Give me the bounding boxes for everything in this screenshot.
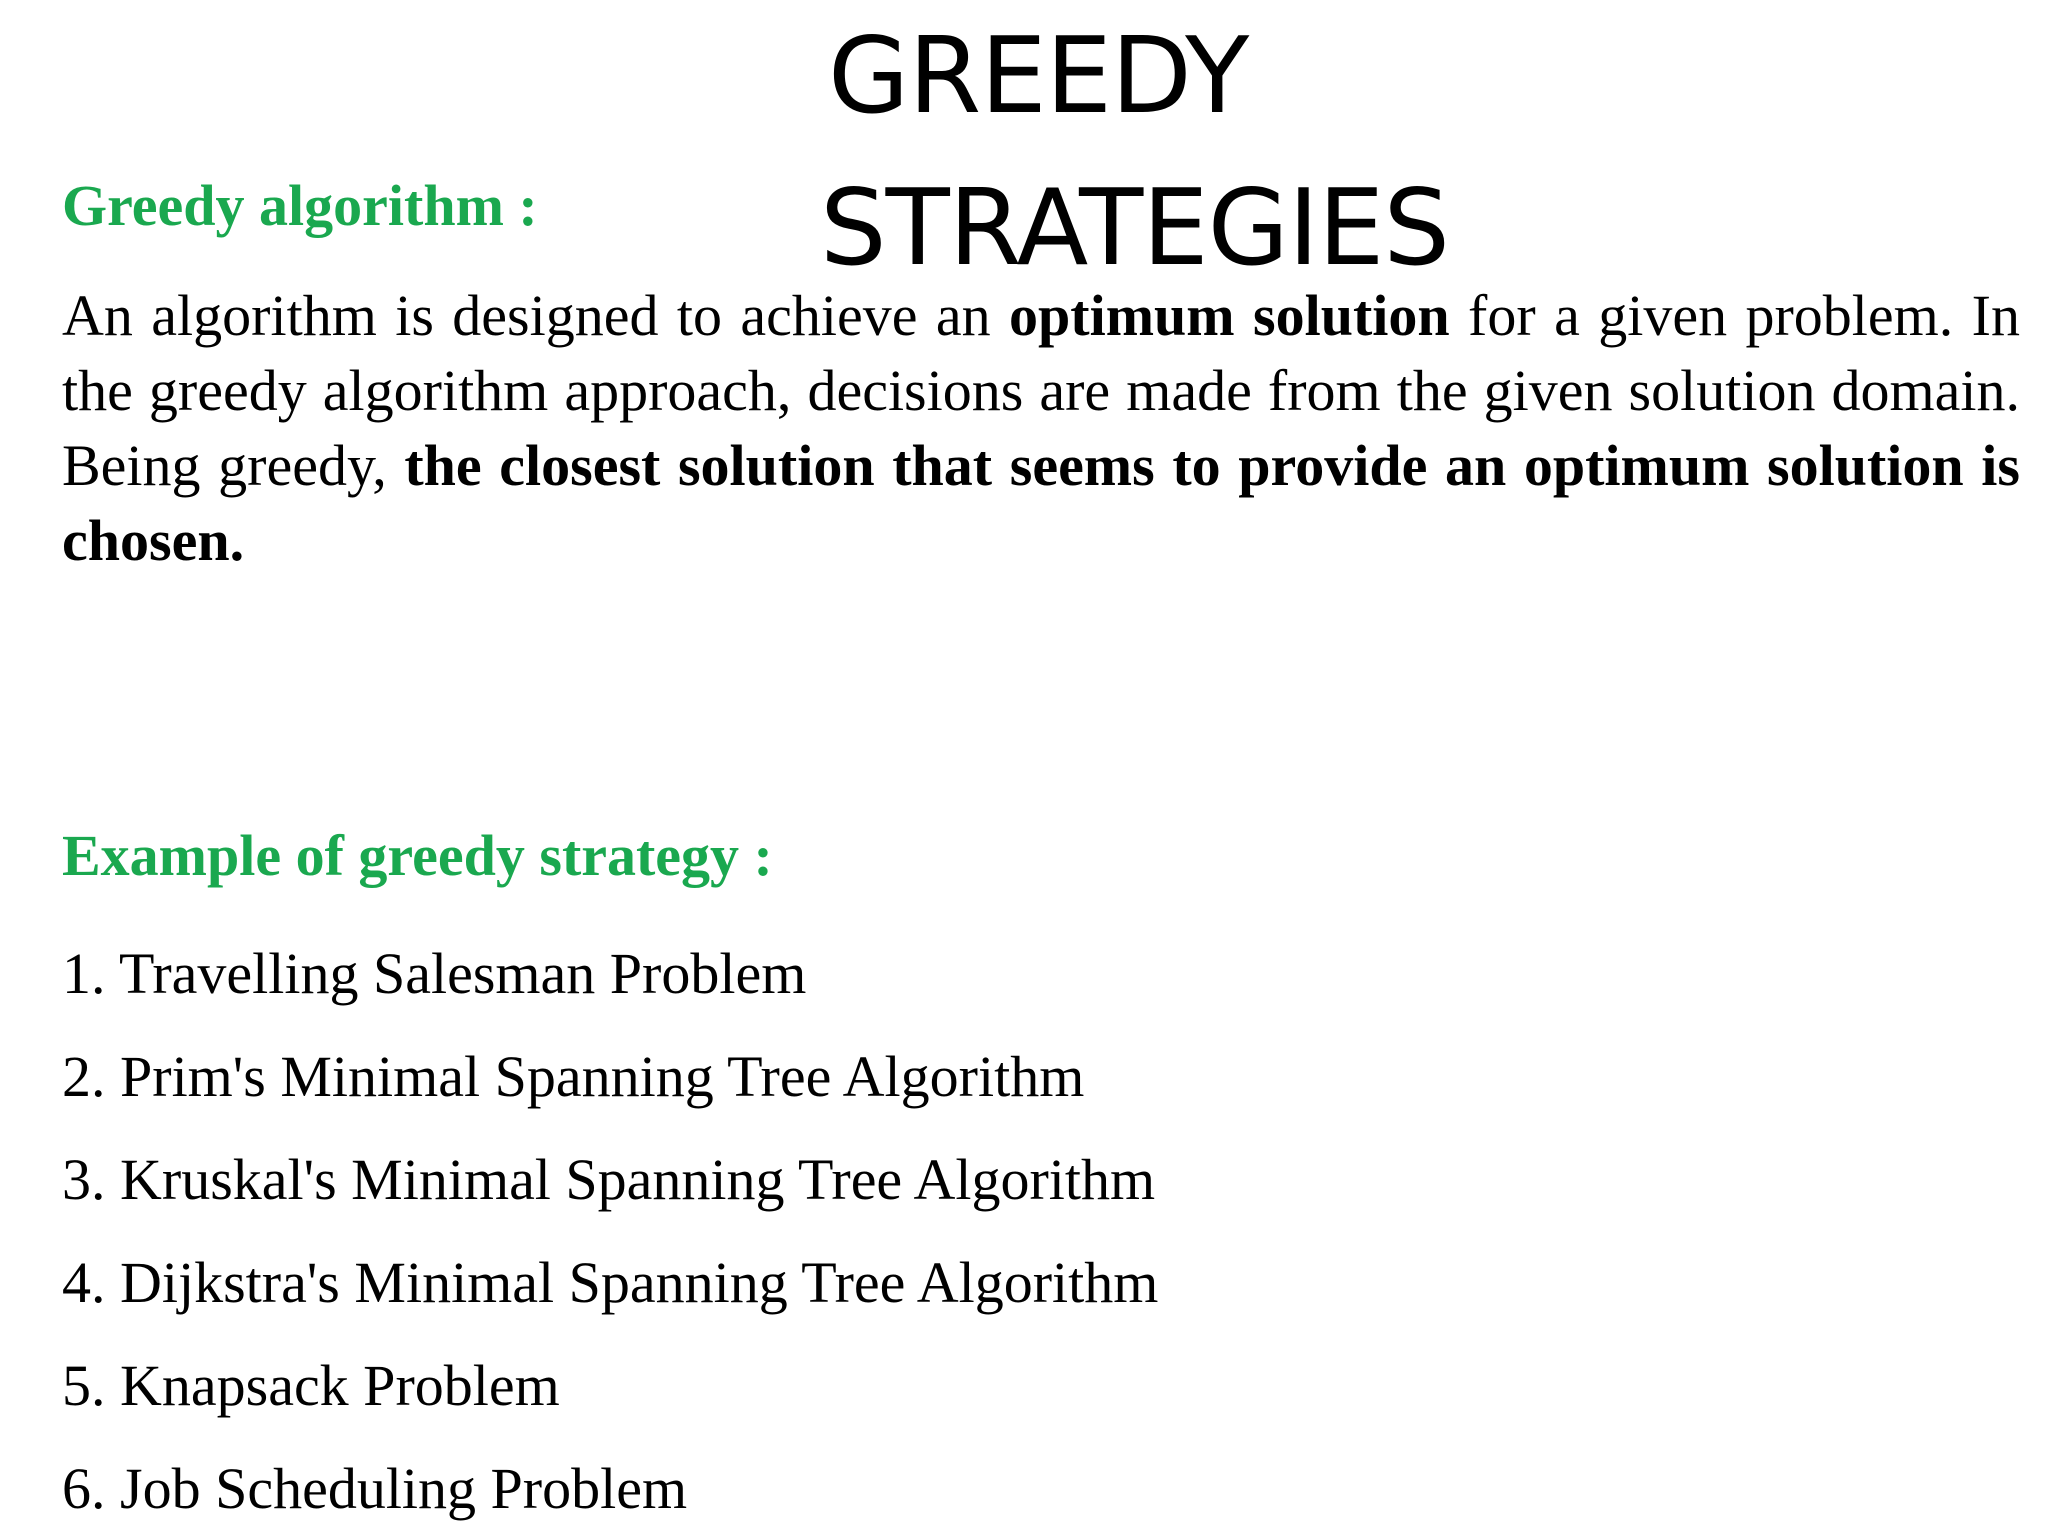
list-item: 5. Knapsack Problem — [62, 1353, 560, 1418]
list-item: 3. Kruskal's Minimal Spanning Tree Algorithm — [62, 1147, 1156, 1212]
list-item: 2. Prim's Minimal Spanning Tree Algorithm — [62, 1044, 1085, 1109]
greedy-algorithm-heading: Greedy algorithm : — [62, 173, 538, 238]
examples-list — [62, 922, 1158, 1540]
list-item: 4. Dijkstra's Minimal Spanning Tree Algorithm — [62, 1250, 1159, 1315]
paragraph-bold-2: the closest solution that seems to provide an optimum solution is chosen. — [62, 433, 2020, 573]
paragraph-text-1: An algorithm is designed to achieve an — [62, 283, 1010, 348]
title-line-2: STRATEGIES — [820, 167, 1449, 289]
examples-heading: Example of greedy strategy : — [62, 823, 773, 888]
list-item: 1. Travelling Salesman Problem — [62, 941, 807, 1006]
definition-paragraph — [62, 278, 2020, 578]
title-line-1: GREEDY — [828, 15, 1249, 137]
list-item: 6. Job Scheduling Problem — [62, 1456, 688, 1521]
paragraph-bold-1: optimum solution — [1009, 283, 1450, 348]
slide-title — [820, 0, 1580, 304]
paragraph-text-2: for a given problem. In the greedy algorithm approach, decisions are made from the given solution domain. Being greedy, — [62, 283, 2020, 498]
